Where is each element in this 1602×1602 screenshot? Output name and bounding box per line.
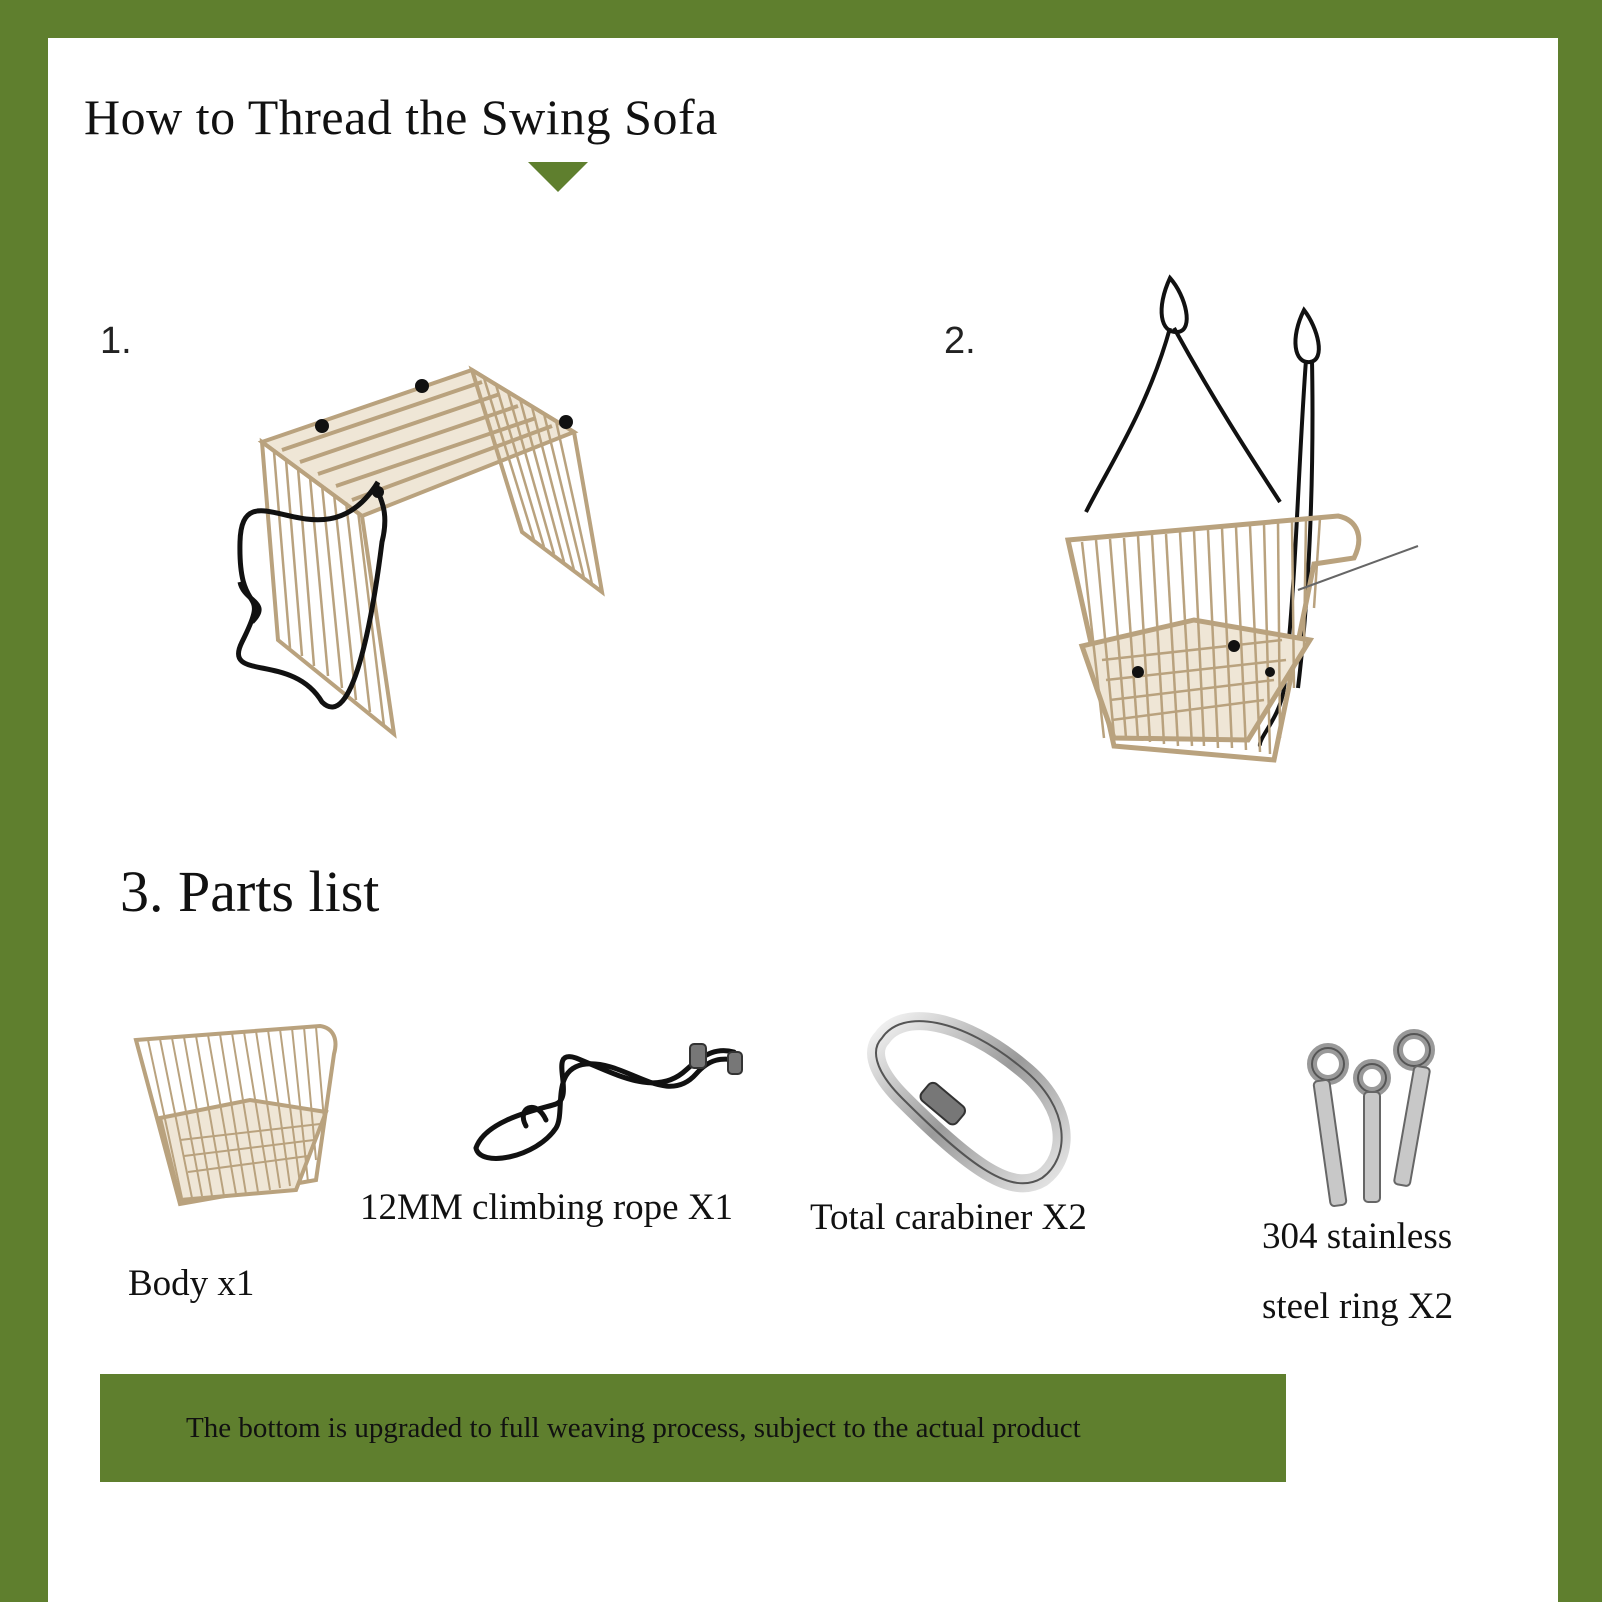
step-1-illustration <box>182 322 662 770</box>
step-2-number: 2. <box>944 320 976 362</box>
steel-ring-icon <box>1288 1028 1458 1228</box>
step-1-number: 1. <box>100 320 132 362</box>
content-panel <box>48 38 1558 1602</box>
parts-list-heading: 3. Parts list <box>120 859 380 924</box>
carabiner-icon <box>842 1008 1082 1198</box>
climbing-rope-label: 12MM climbing rope X1 <box>360 1187 734 1228</box>
page-title: How to Thread the Swing Sofa <box>84 89 718 145</box>
climbing-rope-icon <box>466 1008 746 1188</box>
notice-banner <box>100 1374 1286 1482</box>
step-2-illustration <box>998 268 1426 796</box>
carabiner-label: Total carabiner X2 <box>810 1197 1087 1238</box>
down-arrow-icon <box>528 162 588 192</box>
steel-ring-label: 304 stainless steel ring X2 <box>1262 1216 1454 1327</box>
basket-body-icon <box>120 1000 360 1230</box>
notice-text: The bottom is upgraded to full weaving process, subject to the actual product <box>186 1411 1081 1444</box>
body-label: Body x1 <box>128 1263 255 1304</box>
